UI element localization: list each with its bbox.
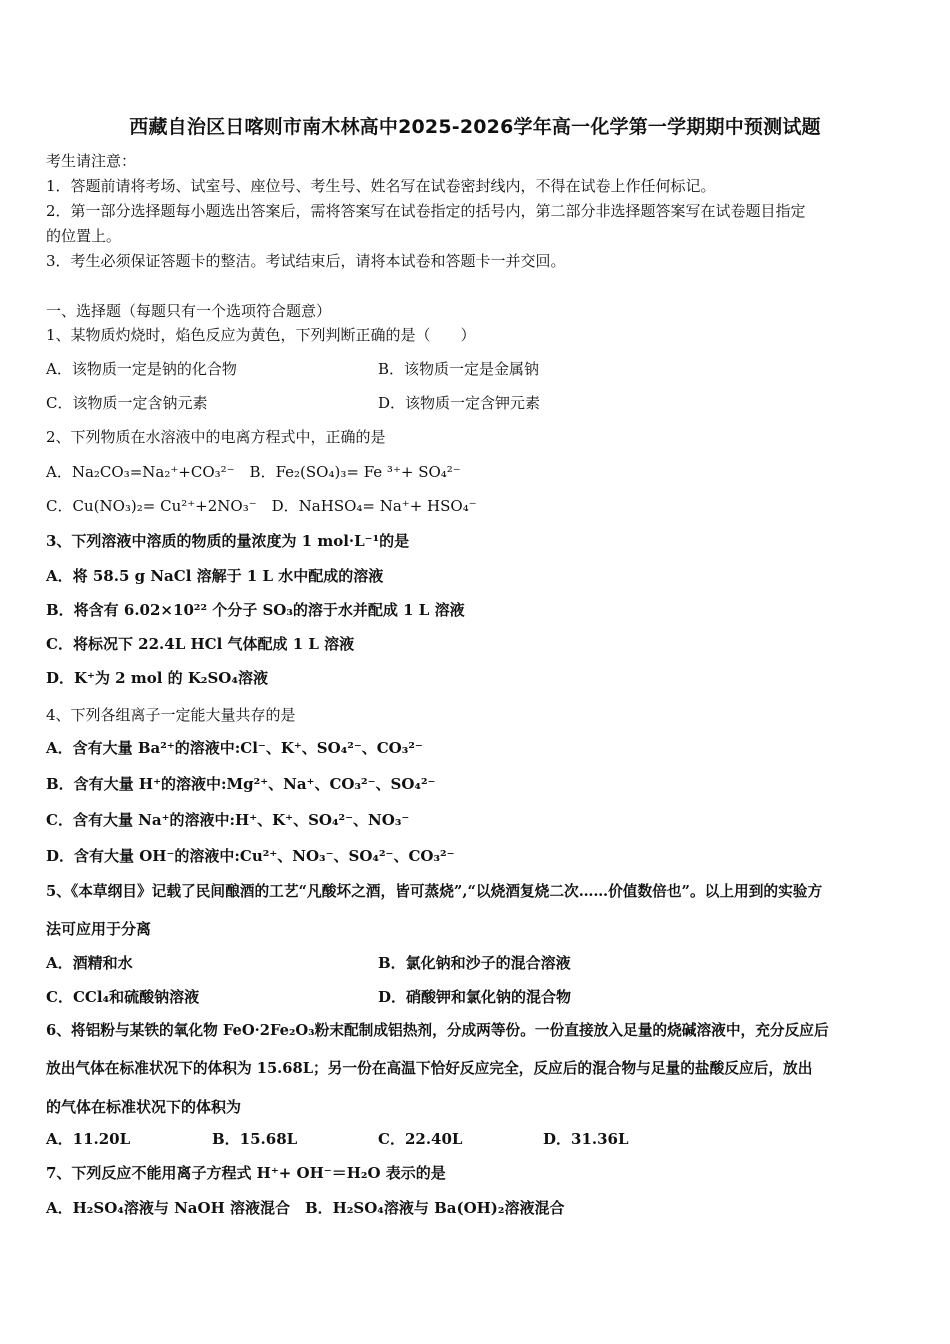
q6-option-c: C．22.40L [378,1130,463,1148]
notice-item-2: 2．第一部分选择题每小题选出答案后，需将答案写在试卷指定的括号内，第二部分非选择题答案写在试卷题目指定 [46,202,806,220]
q3-option-c: C．将标况下 22.4L HCl 气体配成 1 L 溶液 [46,635,355,653]
q3-option-b: B．将含有 6.02×10²² 个分子 SO₃的溶于水并配成 1 L 溶液 [46,601,465,619]
q7-options-ab: A．H₂SO₄溶液与 NaOH 溶液混合 B．H₂SO₄溶液与 Ba(OH)₂溶液混合 [46,1199,565,1217]
q4-option-d: D．含有大量 OH⁻的溶液中:Cu²⁺、NO₃⁻、SO₄²⁻、CO₃²⁻ [46,847,455,865]
q5-option-c: C．CCl₄和硫酸钠溶液 [46,988,200,1006]
q6-stem-line-1: 6、将铝粉与某铁的氧化物 FeO·2Fe₂O₃粉末配制成铝热剂，分成两等份。一份直接放入足量的烧碱溶液中，充分反应后 [46,1022,829,1039]
q2-options-ab: A．Na₂CO₃=Na₂⁺+CO₃²⁻ B．Fe₂(SO₄)₃= Fe ³⁺+ SO₄²⁻ [46,463,461,481]
q1-option-d: D．该物质一定含钾元素 [378,394,541,412]
q4-stem: 4、下列各组离子一定能大量共存的是 [46,706,296,724]
q3-stem: 3、下列溶液中溶质的物质的量浓度为 1 mol·L⁻¹的是 [46,532,410,550]
q4-option-b: B．含有大量 H⁺的溶液中:Mg²⁺、Na⁺、CO₃²⁻、SO₄²⁻ [46,775,436,793]
q3-option-d: D．K⁺为 2 mol 的 K₂SO₄溶液 [46,669,268,687]
notice-item-2-cont: 的位置上。 [46,227,122,245]
q5-stem-line-1: 5、《本草纲目》记载了民间酿酒的工艺“凡酸坏之酒，皆可蒸烧”,“以烧酒复烧二次……价值数倍也”。以上用到的实验方 [46,883,823,900]
q1-option-b: B．该物质一定是金属钠 [378,360,540,378]
notice-item-3: 3．考生必须保证答题卡的整洁。考试结束后，请将本试卷和答题卡一并交回。 [46,252,566,270]
q2-stem: 2、下列物质在水溶液中的电离方程式中，正确的是 [46,428,386,446]
exam-title: 西藏自治区日喀则市南木林高中2025-2026学年高一化学第一学期期中预测试题 [129,116,821,138]
q4-option-a: A．含有大量 Ba²⁺的溶液中:Cl⁻、K⁺、SO₄²⁻、CO₃²⁻ [46,739,423,757]
q6-stem-line-2: 放出气体在标准状况下的体积为 15.68L；另一份在高温下恰好反应完全，反应后的混合物与足量的盐酸反应后，放出 [46,1060,813,1077]
q2-options-cd: C．Cu(NO₃)₂= Cu²⁺+2NO₃⁻ D．NaHSO₄= Na⁺+ HSO₄⁻ [46,497,477,515]
q6-option-a: A．11.20L [46,1130,131,1148]
notice-heading: 考生请注意： [46,152,137,170]
section-heading: 一、选择题（每题只有一个选项符合题意） [46,302,332,320]
q5-option-a: A．酒精和水 [46,954,133,972]
q6-option-d: D．31.36L [543,1130,629,1148]
q4-option-c: C．含有大量 Na⁺的溶液中:H⁺、K⁺、SO₄²⁻、NO₃⁻ [46,811,410,829]
q5-option-b: B．氯化钠和沙子的混合溶液 [378,954,571,972]
q6-option-b: B．15.68L [212,1130,298,1148]
q5-stem-line-2: 法可应用于分离 [46,920,152,938]
q1-option-a: A．该物质一定是钠的化合物 [46,360,237,378]
q1-stem: 1、某物质灼烧时，焰色反应为黄色，下列判断正确的是（ ） [46,326,476,344]
q1-option-c: C．该物质一定含钠元素 [46,394,208,412]
q7-stem: 7、下列反应不能用离子方程式 H⁺+ OH⁻＝H₂O 表示的是 [46,1164,446,1182]
q6-stem-line-3: 的气体在标准状况下的体积为 [46,1098,242,1116]
notice-item-1: 1．答题前请将考场、试室号、座位号、考生号、姓名写在试卷密封线内，不得在试卷上作任何标记。 [46,177,716,195]
q3-option-a: A．将 58.5 g NaCl 溶解于 1 L 水中配成的溶液 [46,567,384,585]
q5-option-d: D．硝酸钾和氯化钠的混合物 [378,988,572,1006]
